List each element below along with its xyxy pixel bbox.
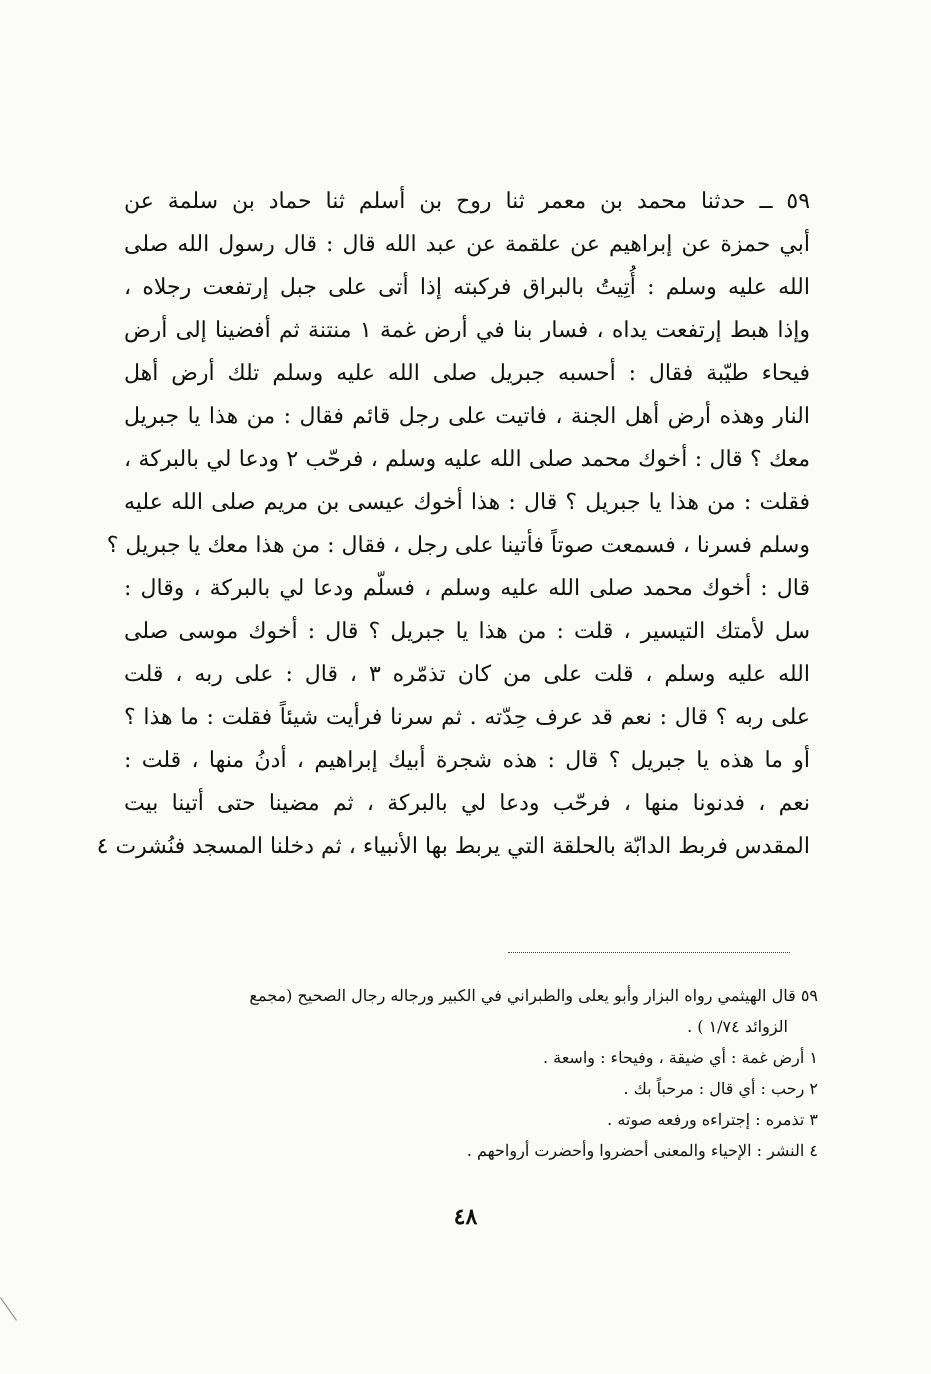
hadith-line: قال : أخوك محمد صلى الله عليه وسلم ، فسلّم ودعا لي بالبركة ، وقال : (124, 576, 810, 601)
footnote-1: ١ أرض غمة : أي ضيقة ، وفيحاء : واسعة . (542, 1048, 818, 1067)
hadith-line: على ربه ؟ قال : نعم قد عرف حِدّته . ثم سرنا فرأيت شيئاً فقلت : ما هذا ؟ (124, 705, 810, 730)
hadith-line: فقلت : من هذا يا جبريل ؟ قال : هذا أخوك عيسى بن مريم صلى الله عليه (124, 490, 810, 515)
footnote-2: ٢ رحب : أي قال : مرحباً بك . (623, 1079, 818, 1098)
hadith-line: معك ؟ قال : أخوك محمد صلى الله عليه وسلم ، فرحّب ٢ ودعا لي بالبركة ، (124, 447, 810, 472)
hadith-line: وسلم فسرنا ، فسمعت صوتاً فأتينا على رجل ، فقال : من هذا معك يا جبريل ؟ (106, 533, 810, 558)
hadith-line: أو ما هذه يا جبريل ؟ قال : هذه شجرة أبيك إبراهيم ، أدنُ منها ، قلت : (124, 748, 810, 773)
footnote-divider (508, 952, 790, 953)
hadith-line: فيحاء طيّبة فقال : أحسبه جبريل صلى الله عليه وسلم تلك أرض أهل (124, 361, 810, 386)
footnote-4: ٤ النشر : الإحياء والمعنى أحضروا وأحضرت أرواحهم . (466, 1141, 818, 1160)
hadith-line: ٥٩ ــ حدثنا محمد بن معمر ثنا روح بن أسلم ثنا حماد بن سلمة عن (124, 189, 811, 214)
footnote-3: ٣ تذمره : إجتراءه ورفعه صوته . (607, 1110, 818, 1129)
scan-artifact (0, 1297, 17, 1321)
hadith-line: سل لأمتك التيسير ، قلت : من هذا يا جبريل ؟ قال : أخوك موسى صلى (124, 619, 810, 644)
hadith-line: المقدس فربط الدابّة بالحلقة التي يربط بها الأنبياء ، ثم دخلنا المسجد فنُشرت ٤ (96, 834, 810, 859)
hadith-line: الله عليه وسلم ، قلت على من كان تذمّره ٣ ، قال : على ربه ، قلت (124, 662, 810, 687)
hadith-line: وإذا هبط إرتفعت يداه ، فسار بنا في أرض غمة ١ منتنة ثم أفضينا إلى أرض (124, 318, 810, 343)
hadith-line: أبي حمزة عن إبراهيم عن علقمة عن عبد الله قال : قال رسول الله صلى (124, 232, 810, 257)
hadith-text (96, 180, 811, 868)
hadith-line: الله عليه وسلم : أُتِيتُ بالبراق فركبته إذا أتى على جبل إرتفعت رجلاه ، (124, 275, 810, 300)
hadith-line: النار وهذه أرض أهل الجنة ، فاتيت على رجل قائم فقال : من هذا يا جبريل (124, 404, 810, 429)
footnote-source-continued: الزوائد ١/٧٤ ) . (687, 1017, 788, 1036)
page-number: ٤٨ (453, 1204, 478, 1230)
footnote-source: ٥٩ قال الهيثمي رواه البزار وأبو يعلى والطبراني في الكبير ورجاله رجال الصحيح (مجمع (249, 986, 818, 1005)
hadith-line: نعم ، فدنونا منها ، فرحّب ودعا لي بالبركة ، ثم مضينا حتى أتينا بيت (124, 791, 810, 816)
footnotes (200, 980, 818, 1166)
